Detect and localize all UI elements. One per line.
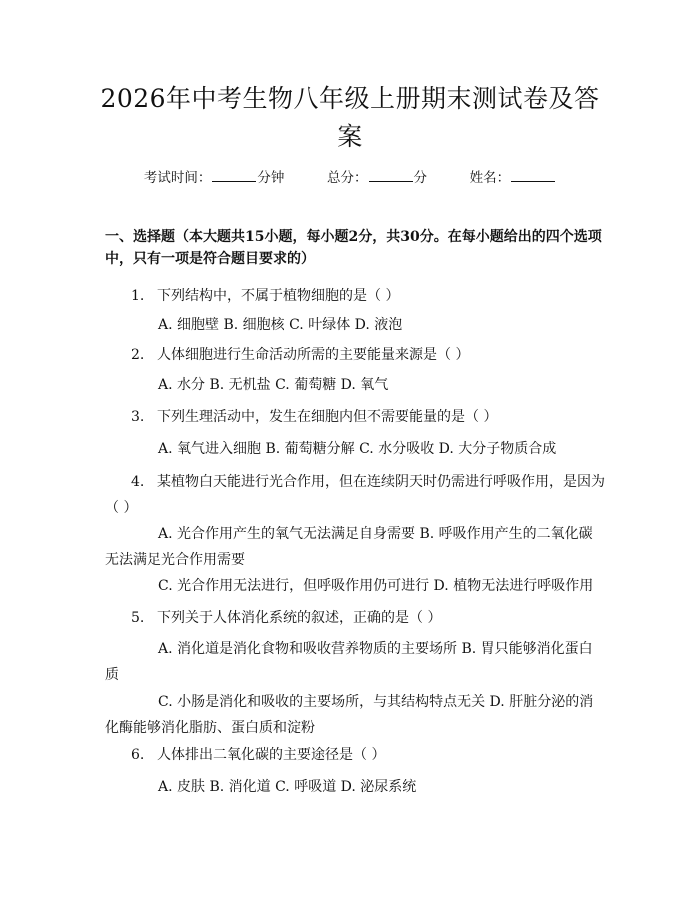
question-5-options-a-b <box>105 636 605 688</box>
question-number: 4. <box>131 474 145 490</box>
total-score-blank <box>369 169 413 182</box>
options-line: C. 小肠是消化和吸收的主要场所，与其结构特点无关 D. 肝脏分泌的消化酶能够消化脂肪、蛋白质和淀粉 <box>105 694 594 736</box>
total-score-unit: 分 <box>413 170 427 186</box>
exam-time-blank <box>212 169 256 182</box>
question-3-options <box>105 436 605 462</box>
exam-time-label: 考试时间： <box>143 170 212 186</box>
question-number: 6. <box>131 747 145 763</box>
question-5-options-c-d <box>105 689 605 741</box>
question-stem: 人体细胞进行生命活动所需的主要能量来源是（ ） <box>157 347 470 363</box>
page-title: 2026年中考生物八年级上册期末测试卷及答案 <box>100 84 600 151</box>
section-heading: 一、选择题（本大题共15小题，每小题2分，共30分。在每小题给出的四个选项中，只有一项是符合题目要求的） <box>105 229 602 267</box>
exam-time-unit: 分钟 <box>257 170 285 186</box>
question-4 <box>105 469 605 521</box>
total-score-label: 总分： <box>327 170 368 186</box>
question-stem: 人体排出二氧化碳的主要途径是（ ） <box>157 747 386 763</box>
question-stem: 下列结构中，不属于植物细胞的是（ ） <box>157 288 400 304</box>
question-4-options-a-b <box>105 521 605 573</box>
options-line: A. 水分 B. 无机盐 C. 葡萄糖 D. 氧气 <box>158 377 389 393</box>
question-stem: 下列生理活动中，发生在细胞内但不需要能量的是（ ） <box>157 409 498 425</box>
question-5 <box>105 605 605 631</box>
options-line: C. 光合作用无法进行，但呼吸作用仍可进行 D. 植物无法进行呼吸作用 <box>158 578 594 594</box>
options-line: A. 皮肤 B. 消化道 C. 呼吸道 D. 泌尿系统 <box>158 779 417 795</box>
name-blank <box>511 169 555 182</box>
question-1-options <box>105 312 605 338</box>
options-line: A. 消化道是消化食物和吸收营养物质的主要场所 B. 胃只能够消化蛋白质 <box>105 641 593 683</box>
question-stem: 下列关于人体消化系统的叙述，正确的是（ ） <box>157 610 442 626</box>
options-line: A. 细胞壁 B. 细胞核 C. 叶绿体 D. 液泡 <box>158 317 403 333</box>
options-line: A. 氧气进入细胞 B. 葡萄糖分解 C. 水分吸收 D. 大分子物质合成 <box>158 441 557 457</box>
question-3 <box>105 404 605 430</box>
question-number: 5. <box>131 610 145 626</box>
question-stem: 某植物白天能进行光合作用，但在连续阴天时仍需进行呼吸作用，是因为（ ） <box>105 474 605 516</box>
question-number: 2. <box>131 347 145 363</box>
options-line: A. 光合作用产生的氧气无法满足自身需要 B. 呼吸作用产生的二氧化碳无法满足光合作用需要 <box>105 526 593 568</box>
question-number: 1. <box>131 288 145 304</box>
question-6 <box>105 742 605 768</box>
question-2-options <box>105 372 605 398</box>
name-label: 姓名： <box>469 170 511 186</box>
question-6-options <box>105 774 605 800</box>
exam-info-line <box>0 168 700 188</box>
question-4-options-c-d <box>105 573 605 599</box>
question-2 <box>105 342 605 368</box>
question-number: 3. <box>131 409 145 425</box>
question-1 <box>105 283 605 309</box>
